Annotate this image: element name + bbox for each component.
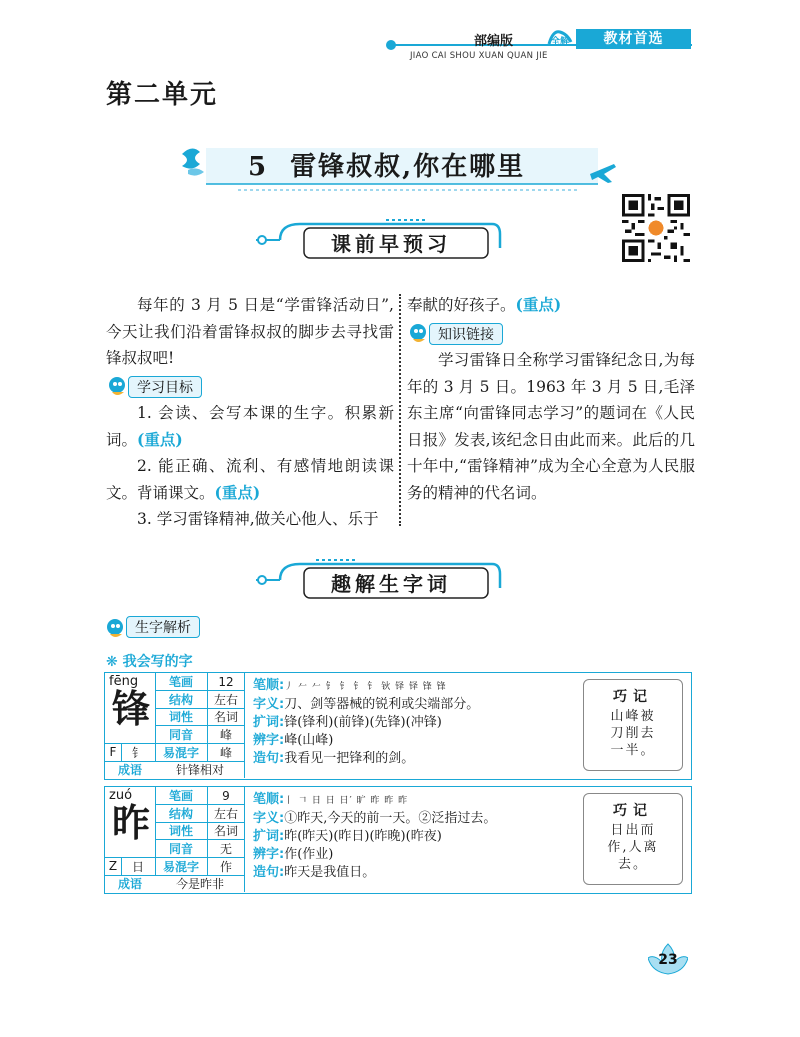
mascot-icon [407,321,433,345]
section-title-preview: 课前早预习 [331,232,451,256]
stroke-order-label: 笔顺: [253,678,285,693]
qr-code-icon[interactable] [622,194,690,262]
logo-text: 全解 [551,37,570,47]
sentence-label: 造句: [253,751,285,766]
meaning: ①昨天,今天的前一天。②泛指过去。 [284,811,497,826]
right-column [407,292,695,506]
value-confusable: 作 [219,859,232,874]
lesson-title [248,146,525,183]
label-idiom: 成语 [117,877,142,891]
intro-paragraph: 每年的 3 月 5 日是“学雷锋活动日”,今天让我们沿着雷锋叔叔的脚步去寻找雷锋叔叔吧! [106,296,394,367]
distinguish-char: 峰(山峰) [284,733,334,748]
label-confusable: 易混字 [162,859,199,874]
distinguish-row [253,732,583,750]
value-confusable: 峰 [219,745,232,760]
label-pos: 词性 [168,824,193,838]
goal-2-text: 2. 能正确、流利、有感情地朗读课文。背诵课文。 [106,457,394,502]
label-structure: 结构 [168,806,193,821]
char-grid [105,787,245,892]
goals-label-text: 学习目标 [128,376,202,398]
example-sentence: 昨天是我值日。 [284,865,376,880]
value-initial: Z [108,859,118,873]
char-pinyin: zuó [109,788,133,803]
expand-row [253,828,583,846]
value-pos: 名词 [213,710,238,724]
ribbon-icon [182,148,204,175]
value-homophone: 无 [219,841,232,856]
meaning-row [253,810,583,828]
char-card-zuo [104,786,692,894]
meaning: 刀、剑等器械的锐利或尖端部分。 [284,697,480,712]
stroke-order: 丿 𠂉 𠂉 钅 钅 钅 钅 钬 铎 铎 锋 锋 [284,682,447,692]
sentence-row [253,750,583,768]
header-edition: 部编版 [474,34,514,49]
expand-words: 锋(锋利)(前锋)(先锋)(冲锋) [284,715,442,730]
expand-label: 扩词: [253,829,285,844]
value-pos: 名词 [213,824,238,838]
memory-tip-line: 作,人离 [607,840,659,855]
stroke-order: 丨 𠃍 日 日 日′ 旷 昨 昨 昨 [284,796,409,806]
memory-tip-line: 一半。 [610,743,656,758]
goal-item-2 [106,453,394,506]
char-glyph: 昨 [111,800,150,845]
value-strokes: 9 [222,788,230,803]
label-pos: 词性 [168,710,193,724]
lesson-name: 雷锋叔叔,你在哪里 [290,152,526,182]
stroke-order-row [253,677,583,696]
lesson-number: 5 [248,152,269,182]
label-strokes: 笔画 [168,789,193,803]
goal-3-continued [407,292,695,319]
value-radical: 钅 [131,745,144,760]
mascot-icon [104,616,130,640]
char-analysis-label-text: 生字解析 [126,616,200,638]
stroke-order-row [253,791,583,810]
header-pinyin: JIAO CAI SHOU XUAN QUAN JIE [410,51,548,61]
value-idiom: 针锋相对 [175,763,224,777]
label-confusable: 易混字 [162,745,199,760]
goal-1-text: 1. 会读、会写本课的生字。积累新词。 [106,404,394,449]
expand-row [253,714,583,732]
goal-3-key-mark: (重点) [515,295,562,314]
char-grid [105,673,245,778]
goal-1-key-mark: (重点) [137,429,183,449]
expand-words: 昨(昨天)(昨日)(昨晚)(昨夜) [284,829,442,844]
label-idiom: 成语 [117,763,142,777]
goal-2-key-mark: (重点) [214,482,261,502]
value-structure: 左右 [213,806,238,821]
sentence-row [253,864,583,882]
meaning-label: 字义: [253,811,285,826]
knowledge-link-paragraph: 学习雷锋日全称学习雷锋纪念日,为每年的 3 月 5 日。1963 年 3 月 5 日,毛泽东主席“向雷锋同志学习”的题词在《人民日报》发表,该纪念日由此而来。此后的几十年中,“雷锋精神”成为全心全意为人民服务的精神的代名词。 [407,351,695,502]
expand-label: 扩词: [253,715,285,730]
label-structure: 结构 [168,692,193,707]
label-homophone: 同音 [168,841,193,856]
memory-tip-title: 巧记 [613,689,653,705]
section-title-vocab: 趣解生字词 [331,572,451,596]
memory-tip-line: 日出而 [610,823,656,838]
char-info [253,677,583,768]
page-number: 23 [658,952,678,968]
goal-item-1 [106,400,394,453]
memory-tip-line: 刀削去 [610,726,656,741]
value-strokes: 12 [218,674,234,689]
quanjie-logo-icon [547,28,573,48]
memory-tip-line: 山峰被 [610,709,656,724]
memory-tip-box [583,679,683,771]
memory-tip-line: 去。 [617,857,648,872]
value-homophone: 峰 [219,727,232,742]
goals-label [106,374,202,398]
goal-item-3: 3. 学习雷锋精神,做关心他人、乐于 [137,510,379,528]
value-structure: 左右 [213,692,238,707]
stroke-order-label: 笔顺: [253,792,285,807]
value-radical: 日 [131,859,144,874]
distinguish-label: 辨字: [253,733,285,748]
value-initial: F [109,745,117,759]
char-glyph: 锋 [111,686,150,731]
column-divider [399,294,401,526]
knowledge-link-label [407,321,503,345]
value-idiom: 今是昨非 [175,877,224,891]
distinguish-char: 作(作业) [284,847,334,862]
distinguish-label: 辨字: [253,847,285,862]
char-pinyin: fēng [109,674,139,689]
mascot-icon [106,374,132,398]
char-info [253,791,583,882]
left-column [106,292,394,533]
label-homophone: 同音 [168,727,193,742]
meaning-label: 字义: [253,697,285,712]
example-sentence: 我看见一把锋利的剑。 [284,751,415,766]
write-chars-heading: ❋ 我会写的字 [106,654,193,670]
meaning-row [253,696,583,714]
knowledge-link-label-text: 知识链接 [429,323,503,345]
memory-tip-title: 巧记 [613,803,653,819]
goal-3-continued-text: 奉献的好孩子。 [407,296,516,314]
distinguish-row [253,846,583,864]
header-brand: 教材首选 [576,29,691,49]
sentence-label: 造句: [253,865,285,880]
label-strokes: 笔画 [168,675,193,689]
unit-title: 第二单元 [106,80,219,110]
char-analysis-label [104,616,200,640]
memory-tip-box [583,793,683,885]
char-card-feng [104,672,692,780]
